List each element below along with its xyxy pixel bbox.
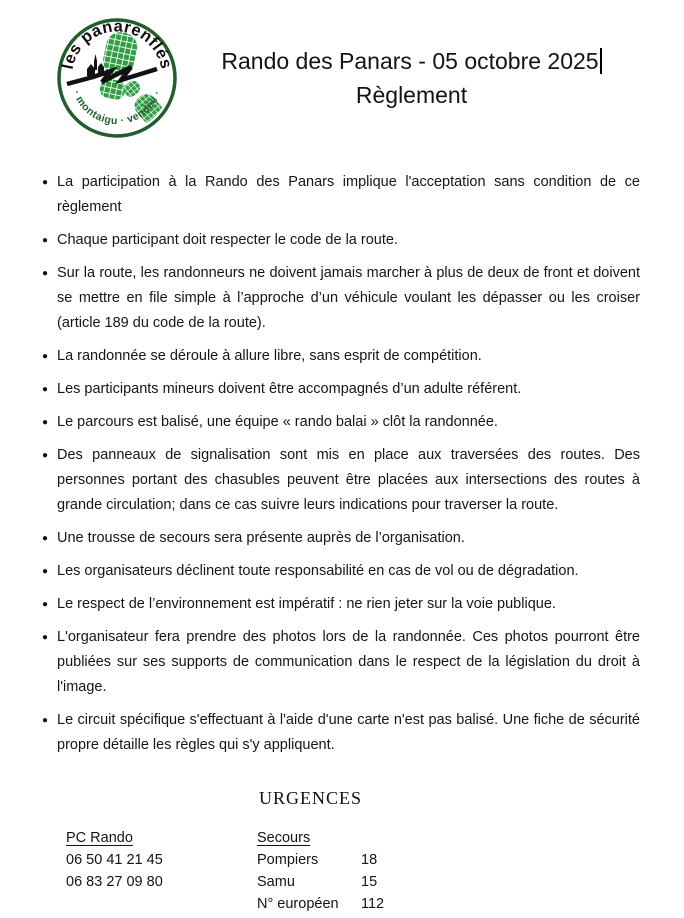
- rule-text: Sur la route, les randonneurs ne doivent jamais marcher à plus de deux de front et doivent se mettre en file simple à l’approche d’un véhicule voulant les dépasser ou les croiser (article 189 du code de la route).: [57, 265, 640, 331]
- empty-cell: [361, 827, 421, 849]
- rule-text: Les organisateurs déclinent toute responsabilité en cas de vol ou de dégradation.: [57, 563, 579, 579]
- pc-phone: 06 50 41 21 45: [66, 852, 163, 868]
- secours-number: 112: [361, 896, 385, 912]
- rule-text: La randonnée se déroule à allure libre, sans esprit de compétition.: [57, 348, 482, 364]
- document-subtitle: Règlement: [355, 82, 468, 108]
- bullet-icon: ●: [42, 533, 49, 544]
- bullet-icon: ●: [42, 177, 49, 188]
- logo-bottom-text: · montaigu · vendée ·: [70, 88, 164, 128]
- bullet-icon: ●: [42, 450, 49, 461]
- bullet-icon: ●: [42, 268, 49, 279]
- rule-text: La participation à la Rando des Panars implique l'acceptation sans condition de ce règlement: [57, 174, 640, 215]
- rule-item: [42, 443, 640, 518]
- emergency-table: [66, 827, 684, 915]
- secours-number: 15: [361, 874, 378, 890]
- bullet-icon: ●: [42, 351, 49, 362]
- club-logo: [55, 16, 179, 140]
- secours-name: N° européen: [257, 896, 339, 912]
- document-title-text: Rando des Panars - 05 octobre 2025: [221, 48, 599, 74]
- bullet-icon: ●: [42, 599, 49, 610]
- rule-item: [42, 592, 640, 617]
- bullet-icon: ●: [42, 235, 49, 246]
- logo-top-text: les panarenflés: [58, 17, 176, 71]
- bullet-icon: ●: [42, 566, 49, 577]
- rule-item: [42, 344, 640, 369]
- rule-text: Une trousse de secours sera présente auprès de l’organisation.: [57, 530, 465, 546]
- secours-number: 18: [361, 852, 378, 868]
- rule-item: [42, 410, 640, 435]
- rule-text: Le circuit spécifique s'effectuant à l'aide d'une carte n'est pas balisé. Une fiche de sécurité propre détaille les règles qui s'y appliquent.: [57, 712, 640, 753]
- rules-list: [42, 170, 640, 758]
- secours-name: Samu: [257, 874, 295, 890]
- bullet-icon: ●: [42, 632, 49, 643]
- document-title[interactable]: [179, 44, 644, 78]
- pc-rando-label: PC Rando: [66, 830, 133, 846]
- rule-text: Chaque participant doit respecter le code de la route.: [57, 232, 398, 248]
- rule-text: Le respect de l’environnement est impératif : ne rien jeter sur la voie publique.: [57, 596, 556, 612]
- emergency-section: [0, 786, 684, 915]
- bullet-icon: ●: [42, 384, 49, 395]
- rule-text: Le parcours est balisé, une équipe « rando balai » clôt la randonnée.: [57, 414, 498, 430]
- secours-name: Pompiers: [257, 852, 319, 868]
- empty-cell: [66, 893, 257, 915]
- secours-label: Secours: [257, 830, 311, 846]
- title-block: [179, 16, 644, 112]
- rule-item: [42, 377, 640, 402]
- pc-phone: 06 83 27 09 80: [66, 874, 163, 890]
- rule-item: [42, 708, 640, 758]
- text-cursor-icon: [600, 48, 602, 74]
- rule-item: [42, 261, 640, 336]
- document-header: [0, 0, 684, 140]
- rule-text: L'organisateur fera prendre des photos lors de la randonnée. Ces photos pourront être publiées sur ses supports de communication dans le respect de la législation du droit à l'image.: [57, 629, 640, 695]
- bullet-icon: ●: [42, 715, 49, 726]
- rule-item: [42, 625, 640, 700]
- bullet-icon: ●: [42, 417, 49, 428]
- rule-item: [42, 559, 640, 584]
- emergency-heading: URGENCES: [259, 788, 363, 808]
- rule-item: [42, 526, 640, 551]
- rule-text: Les participants mineurs doivent être accompagnés d’un adulte référent.: [57, 381, 522, 397]
- rule-text: Des panneaux de signalisation sont mis en place aux traversées des routes. Des personnes portant des chasubles peuvent être placées aux intersections des routes à grande circulation; dans ce cas suivre leurs indications pour traverser la route.: [57, 447, 640, 513]
- rule-item: [42, 170, 640, 220]
- club-logo-graphic: [55, 16, 179, 140]
- rule-item: [42, 228, 640, 253]
